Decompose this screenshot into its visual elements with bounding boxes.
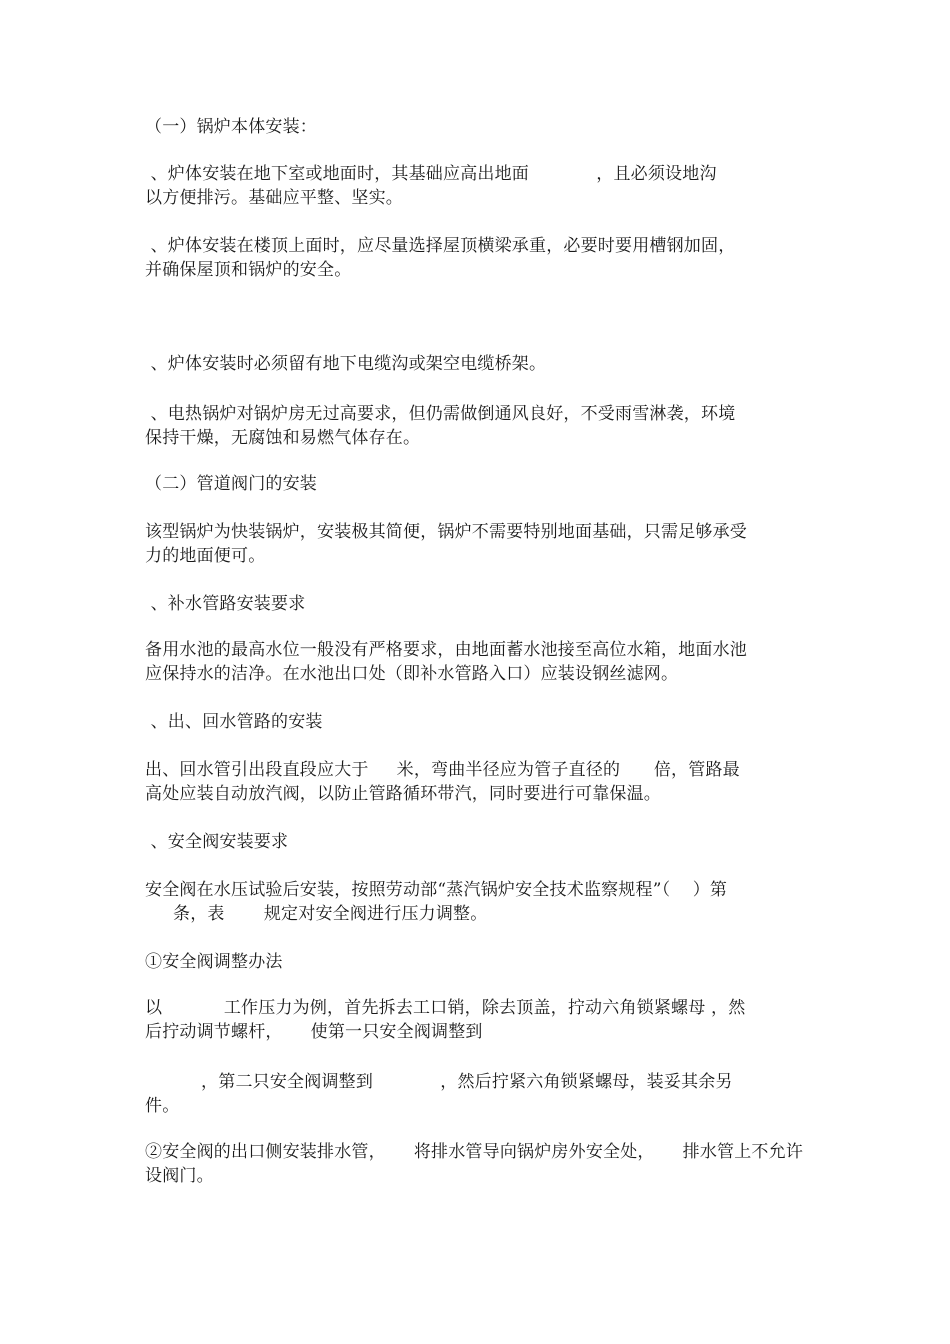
paragraph-line: 出、回水管引出段直段应大于 米，弯曲半径应为管子直径的 倍，管路最 [145,760,740,780]
paragraph-line: 、电热锅炉对锅炉房无过高要求，但仍需做倒通风良好，不受雨雪淋袭，环境 [145,404,736,424]
paragraph-line: 件。 [145,1096,180,1116]
paragraph-line: 、炉体安装时必须留有地下电缆沟或架空电缆桥架。 [145,354,547,374]
paragraph-line: 该型锅炉为快装锅炉，安装极其简便，锅炉不需要特别地面基础，只需足够承受 [145,522,747,542]
paragraph-line: ，第二只安全阀调整到 ，然后拧紧六角锁紧螺母，装妥其余另 [145,1072,733,1092]
paragraph-line: 后拧动调节螺杆， 使第一只安全阀调整到 [145,1022,483,1042]
subsection-heading: 、安全阀安装要求 [145,832,289,852]
paragraph-line: 并确保屋顶和锅炉的安全。 [145,260,352,280]
subsection-heading: 、补水管路安装要求 [145,594,306,614]
section-heading-pipe-valve: （二）管道阀门的安装 [145,474,317,494]
paragraph-line: 设阀门。 [145,1166,214,1186]
paragraph-line: 高处应装自动放汽阀，以防止管路循环带汽，同时要进行可靠保温。 [145,784,661,804]
paragraph-line: 、炉体安装在地下室或地面时，其基础应高出地面 ，且必须设地沟 [145,164,717,184]
paragraph-line: ②安全阀的出口侧安装排水管， 将排水管导向锅炉房外安全处， 排水管上不允许 [145,1142,804,1162]
paragraph-line: 力的地面便可。 [145,546,266,566]
paragraph-line: 安全阀在水压试验后安装，按照劳动部“蒸汽锅炉安全技术监察规程”（ ）第 [145,880,728,900]
paragraph-line: 以 工作压力为例，首先拆去工口销，除去顶盖，拧动六角锁紧螺母 ，然 [145,998,746,1018]
subsection-heading: ①安全阀调整办法 [145,952,283,972]
paragraph-line: 以方便排污。基础应平整、坚实。 [145,188,403,208]
paragraph-line: 保持干燥，无腐蚀和易燃气体存在。 [145,428,421,448]
section-heading-boiler-body: （一）锅炉本体安装： [145,117,317,137]
subsection-heading: 、出、回水管路的安装 [145,712,323,732]
paragraph-line: 、炉体安装在楼顶上面时，应尽量选择屋顶横梁承重，必要时要用槽钢加固， [145,236,736,256]
paragraph-line: 备用水池的最高水位一般没有严格要求，由地面蓄水池接至高位水箱，地面水池 [145,640,747,660]
paragraph-line: 条，表 规定对安全阀进行压力调整。 [145,904,488,924]
paragraph-line: 应保持水的洁净。在水池出口处（即补水管路入口）应装设钢丝滤网。 [145,664,679,684]
